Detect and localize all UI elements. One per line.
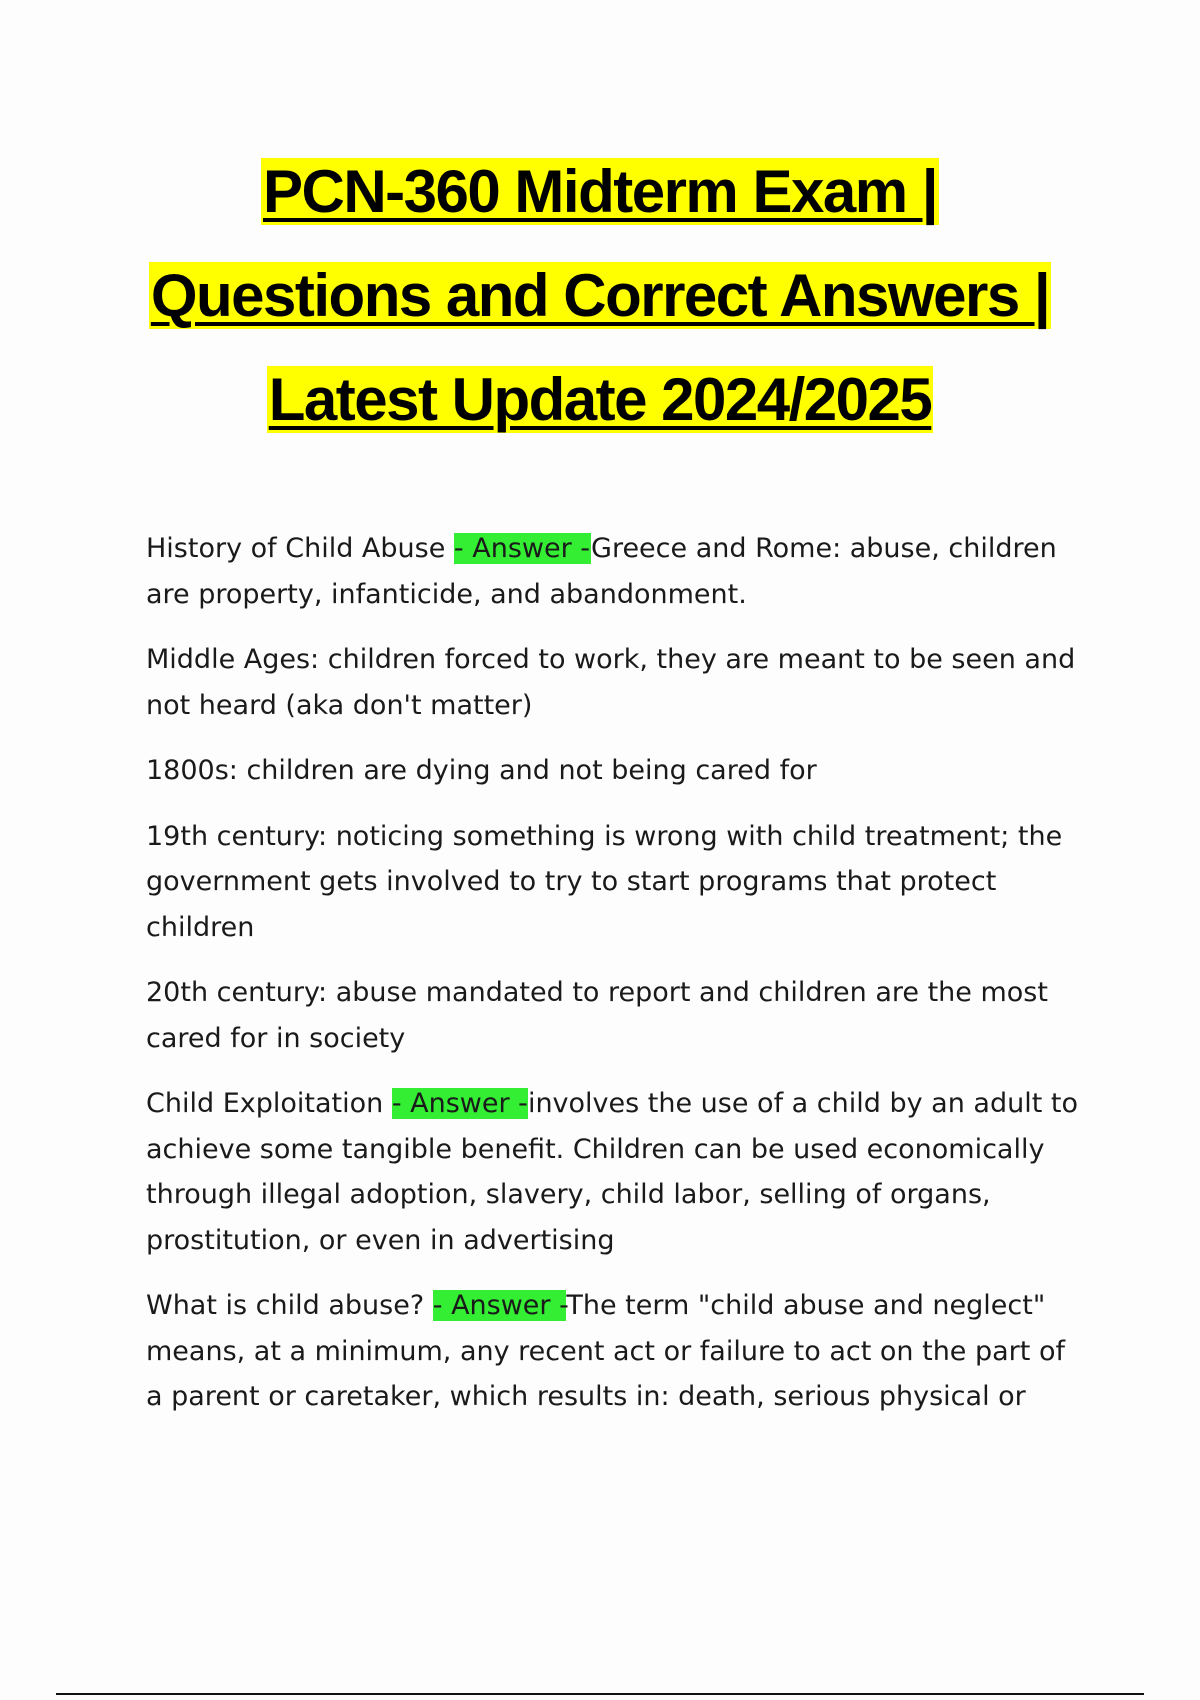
answer-marker: - Answer - <box>391 1088 528 1119</box>
document-body <box>146 526 1086 1440</box>
title-line-2-text: Questions and Correct Answers | <box>150 262 1050 329</box>
paragraph-1800s <box>146 748 1086 794</box>
question-text: History of Child Abuse <box>146 533 454 564</box>
title-line-2 <box>0 244 1200 348</box>
qa-entry-exploitation <box>146 1081 1086 1263</box>
paragraph-text: Middle Ages: children forced to work, they are meant to be seen and not heard (aka don't matter) <box>146 644 1076 721</box>
answer-marker: - Answer - <box>453 533 592 564</box>
answer-text: involves the use of a child by an adult to achieve some tangible benefit. Children can be used economically through illegal adoption, slavery, child labor, selling of organs, prostitution, or even in advertising <box>146 1088 1078 1256</box>
paragraph-middle-ages <box>146 637 1086 728</box>
answer-text: Greece and Rome: abuse, children are property, infanticide, and abandonment. <box>146 533 1057 610</box>
qa-entry-history <box>146 526 1086 617</box>
answer-marker: - Answer - <box>432 1290 567 1321</box>
paragraph-19th-century <box>146 814 1086 951</box>
answer-text: The term "child abuse and neglect" means, at a minimum, any recent act or failure to act on the part of a parent or caretaker, which results in: death, serious physical or <box>146 1290 1065 1412</box>
paragraph-text: 19th century: noticing something is wrong with child treatment; the government gets involved to try to start programs that protect children <box>146 820 1063 943</box>
paragraph-text: 1800s: children are dying and not being cared for <box>146 755 817 786</box>
question-text: Child Exploitation <box>146 1088 392 1119</box>
paragraph-text: 20th century: abuse mandated to report and children are the most cared for in society <box>146 977 1048 1054</box>
title-line-3 <box>0 348 1200 452</box>
question-text: What is child abuse? <box>146 1290 433 1321</box>
paragraph-20th-century <box>146 970 1086 1061</box>
page-bottom-divider <box>56 1693 1144 1695</box>
title-line-1 <box>0 140 1200 244</box>
title-line-1-text: PCN-360 Midterm Exam | <box>262 158 938 225</box>
title-line-3-text: Latest Update 2024/2025 <box>268 366 932 433</box>
document-title <box>0 140 1200 452</box>
qa-entry-what-is-abuse <box>146 1283 1086 1420</box>
